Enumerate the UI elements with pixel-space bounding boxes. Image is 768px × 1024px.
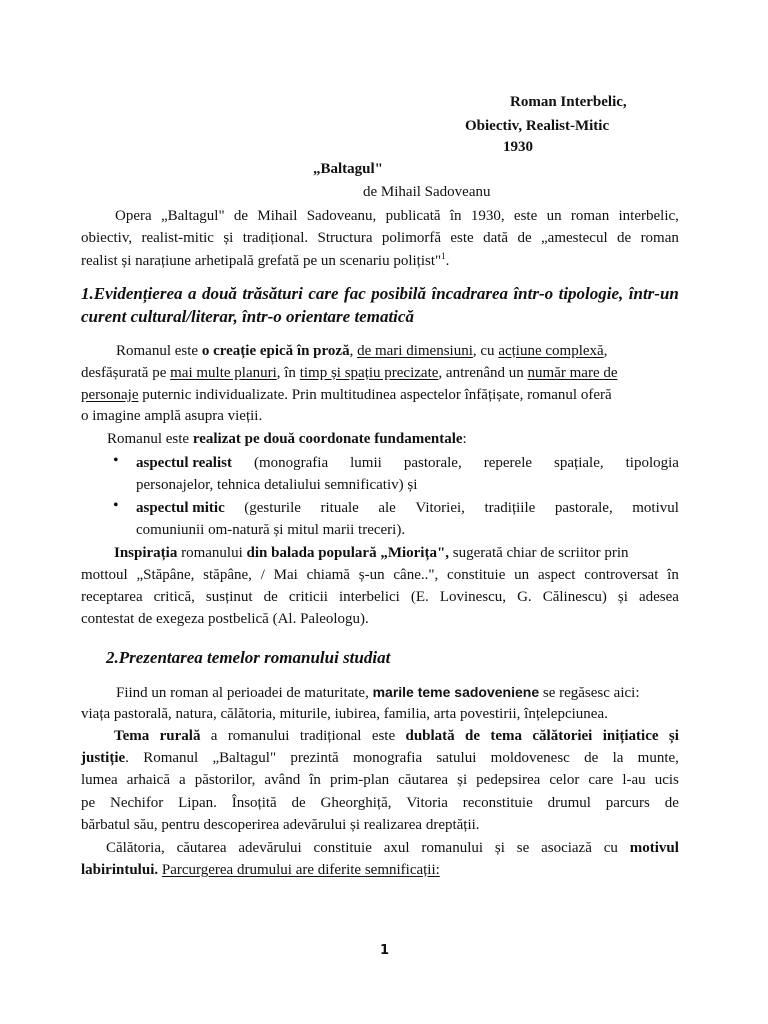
word: tipologie,: [558, 284, 624, 303]
word: 1.Evidențierea: [81, 284, 183, 303]
intro-line-3-text: realist și narațiune arhetipală grefată pe un scenariu polițist": [81, 253, 442, 269]
word: tema: [490, 728, 523, 744]
bold-text: Inspirația: [114, 545, 178, 561]
bold-text: labirintului.: [81, 862, 159, 878]
word: este: [513, 208, 538, 224]
s2-p1-line-2: viața pastorală, natura, călătoria, miturile, iubirea, familia, arta povestirii, înțelepciunea.: [81, 706, 608, 722]
word: de: [517, 230, 532, 246]
text: ,: [349, 343, 358, 359]
word: satului: [436, 750, 477, 766]
word: interbelic,: [618, 208, 679, 224]
word: este: [371, 728, 396, 744]
word: receptarea: [81, 589, 143, 605]
word: polimorfă: [381, 230, 442, 246]
word: în: [449, 208, 462, 224]
word: Romanul: [143, 750, 199, 766]
word: a: [179, 772, 186, 788]
page-number: 1: [380, 943, 390, 958]
word: celor: [549, 772, 580, 788]
s1-p3-line-4: contestat de exegeza postbelică (Al. Paleologu).: [81, 611, 369, 627]
s2-p2-line-3: [81, 772, 679, 789]
word: chiamă: [306, 567, 350, 583]
word: trăsături: [242, 284, 303, 303]
word: și: [223, 230, 234, 246]
word: și: [457, 772, 468, 788]
word: interbelici: [339, 589, 400, 605]
word: /: [260, 567, 265, 583]
word: dată: [483, 230, 509, 246]
word: motivul: [632, 500, 679, 516]
word: romanului: [227, 728, 290, 744]
word: Opera: [115, 208, 152, 224]
text: romanului: [177, 545, 247, 561]
word: munte,: [637, 750, 679, 766]
section-1-heading-line-2: curent cultural/literar, într-o orientare tematică: [81, 307, 414, 326]
word: ș-un: [358, 567, 385, 583]
word: de: [664, 795, 679, 811]
s1-p3-line-2: [81, 567, 679, 584]
word: prezintă: [290, 750, 339, 766]
word: a: [210, 728, 218, 744]
s1-p1-line-4: o imagine amplă asupra vieții.: [81, 408, 263, 424]
bold-label: aspectul realist: [136, 455, 232, 471]
text: , antrenând un: [438, 365, 528, 381]
word: în: [667, 567, 679, 583]
word: spațiale,: [554, 455, 604, 471]
word: publicată: [385, 208, 441, 224]
bold-text: realizat pe două coordonate fundamentale: [192, 431, 463, 447]
s2-p2-line-1: [114, 728, 679, 745]
word: un: [546, 208, 562, 224]
word: asociază: [541, 840, 592, 856]
word: tradițional.: [242, 230, 309, 246]
word: rituale: [320, 500, 359, 516]
underlined-text: timp și spațiu precizate: [299, 365, 439, 381]
intro-line-1: [115, 208, 679, 225]
word: câne..",: [393, 567, 439, 583]
text: sugerată chiar de scriitor prin: [449, 545, 629, 561]
text: Romanul este: [116, 343, 202, 359]
header-line-1: Roman Interbelic,: [510, 94, 627, 110]
document-title: „Baltagul": [313, 161, 384, 177]
intro-line-3: realist și narațiune arhetipală grefată pe un scenariu polițist"$^1$.: [81, 251, 450, 269]
word: Sadoveanu,: [306, 208, 377, 224]
bold-label: aspectul mitic: [136, 500, 225, 516]
word: G.: [517, 589, 532, 605]
word: controversat: [584, 567, 659, 583]
word: care: [308, 284, 339, 303]
text: , în: [276, 365, 300, 381]
word: pastorale,: [554, 500, 613, 516]
word: Tema: [114, 728, 150, 744]
word: căutarea: [398, 772, 449, 788]
word: lumea: [81, 772, 118, 788]
word: și: [668, 728, 679, 744]
word: Însoțită: [231, 795, 277, 811]
word: critică,: [153, 589, 195, 605]
word: și: [494, 840, 505, 856]
s2-p2-line-5: bărbatul său, pentru descoperirea adevărului și realizarea dreptății.: [81, 817, 480, 833]
word: romanului: [421, 840, 484, 856]
s2-p2-line-4: [81, 795, 679, 812]
s2-p2-line-2: [81, 750, 679, 767]
word: păstorilor,: [194, 772, 256, 788]
word: roman: [570, 208, 610, 224]
word: reconstituie: [462, 795, 533, 811]
word: căutarea: [176, 840, 227, 856]
bullet-2-line-1: [136, 500, 679, 517]
s1-p1-line-2: [81, 365, 618, 382]
word: călătoriei: [532, 728, 593, 744]
bold-text: justiție: [81, 750, 126, 766]
header-line-3: 1930: [503, 139, 533, 155]
author-line: de Mihail Sadoveanu: [363, 184, 491, 200]
word: având: [264, 772, 301, 788]
word: monografia: [352, 750, 423, 766]
word: realist-mitic: [141, 230, 214, 246]
word: tradițional: [299, 728, 362, 744]
word: drumul: [547, 795, 591, 811]
word: „Baltagul": [212, 750, 277, 766]
word: roman: [640, 230, 679, 246]
text: se regăsesc aici:: [539, 685, 640, 701]
word: care: [588, 772, 614, 788]
underlined-text: număr mare de: [527, 365, 618, 381]
word: ale: [378, 500, 396, 516]
word: Călinescu): [542, 589, 607, 605]
footnote-ref[interactable]: 1: [441, 251, 446, 261]
word: și: [617, 589, 628, 605]
word: arhaică: [126, 772, 170, 788]
word: de: [233, 208, 249, 224]
word: Vitoriei,: [415, 500, 465, 516]
word: „Stăpâne,: [136, 567, 195, 583]
word: Vitoria: [406, 795, 448, 811]
underlined-text: de mari dimensiuni: [357, 343, 473, 359]
bold-text: o creație epică în proză: [201, 343, 350, 359]
bullet-icon: •: [113, 452, 119, 469]
text: Fiind un roman al perioadei de maturitate,: [116, 685, 373, 701]
word: obiectiv,: [81, 230, 133, 246]
word: constituie: [313, 840, 372, 856]
text: :: [462, 431, 467, 447]
word: prim-plan: [329, 772, 390, 788]
word: de: [617, 230, 632, 246]
word: pe: [81, 795, 96, 811]
word: rurală: [159, 728, 201, 744]
text: desfășurată pe: [81, 365, 171, 381]
word: inițiatice: [602, 728, 659, 744]
word: este: [450, 230, 474, 246]
word: constituie: [447, 567, 506, 583]
word: Lipan.: [178, 795, 217, 811]
bullet-icon: •: [113, 497, 119, 514]
word: de: [465, 728, 481, 744]
word: se: [516, 840, 530, 856]
intro-line-2: [81, 230, 679, 247]
text: ,: [603, 343, 608, 359]
bullet-2-line-2: comuniunii om-natură și mitul marii treceri).: [136, 522, 406, 538]
s2-p1-line-1: [116, 684, 640, 702]
word: susținut: [205, 589, 253, 605]
word: adevărului: [238, 840, 302, 856]
s1-p1-line-1: [116, 343, 607, 360]
word: două: [201, 284, 237, 303]
text: , cu: [472, 343, 499, 359]
word: a: [187, 284, 197, 303]
word: justiție.: [81, 750, 129, 766]
word: Nechifor: [110, 795, 164, 811]
word: stăpâne,: [203, 567, 252, 583]
word: aspect: [537, 567, 576, 583]
word: „Baltagul": [160, 208, 225, 224]
word: Călătoria,: [106, 840, 165, 856]
word: Mihail: [257, 208, 298, 224]
word: ucis: [654, 772, 679, 788]
word: de: [263, 589, 278, 605]
word: dublată: [405, 728, 455, 744]
word: într-o: [513, 284, 554, 303]
section-1-heading-line-1: [81, 284, 679, 304]
word: la: [612, 750, 624, 766]
word: 1930,: [470, 208, 505, 224]
word: lumii: [350, 455, 382, 471]
word: Gheorghiță,: [320, 795, 392, 811]
text: Romanul este: [107, 431, 193, 447]
word: Lovinescu,: [439, 589, 507, 605]
word: de: [584, 750, 599, 766]
bold-text: marile teme sadoveniene: [372, 684, 540, 700]
underlined-text: acțiune complexă: [498, 343, 604, 359]
word: posibilă: [371, 284, 427, 303]
text: puternic individualizate. Prin multitudinea aspectelor înfățișate, romanul oferă: [138, 387, 612, 403]
word: fac: [344, 284, 366, 303]
word: tradițiile: [484, 500, 536, 516]
word: (gesturile: [244, 500, 301, 516]
word: de: [291, 795, 306, 811]
word: criticii: [288, 589, 328, 605]
underlined-text: mai multe planuri: [170, 365, 277, 381]
word: tipologia: [625, 455, 679, 471]
word: Structura: [317, 230, 373, 246]
word: pedepsirea: [476, 772, 541, 788]
bullet-1-line-2: personajelor, tehnica detaliului semnificativ) și: [136, 477, 418, 493]
section-2-heading: 2.Prezentarea temelor romanului studiat: [106, 648, 391, 667]
word: parcurs: [605, 795, 650, 811]
header-line-2: Obiectiv, Realist-Mitic: [465, 118, 610, 134]
word: cu: [603, 840, 618, 856]
s1-p1-line-3: [81, 387, 612, 404]
s1-p3-line-3: [81, 589, 679, 606]
s2-p3-line-2: [81, 862, 440, 879]
s1-p3-line-1: [114, 545, 629, 562]
word: axul: [383, 840, 410, 856]
word: mottoul: [81, 567, 128, 583]
word: în: [309, 772, 321, 788]
s2-p3-line-1: [106, 840, 679, 857]
word: un: [514, 567, 530, 583]
word: (monografia: [253, 455, 329, 471]
word: (E.: [410, 589, 429, 605]
s1-p2-line: [107, 431, 467, 448]
word: într-un: [628, 284, 679, 303]
underlined-text: Parcurgerea drumului are diferite semnificații:: [161, 862, 440, 878]
word: încadrarea: [431, 284, 508, 303]
word: l-au: [622, 772, 646, 788]
bold-text: din balada populară „Miorița",: [246, 545, 450, 561]
word: moldovenesc: [490, 750, 570, 766]
word: adesea: [638, 589, 679, 605]
word: „amestecul: [541, 230, 608, 246]
bullet-1-line-1: [136, 455, 679, 472]
underlined-text: personaje: [81, 387, 139, 403]
word: pastorale,: [403, 455, 462, 471]
bold-text: motivul: [629, 840, 679, 856]
word: Mai: [273, 567, 298, 583]
word: reperele: [483, 455, 533, 471]
